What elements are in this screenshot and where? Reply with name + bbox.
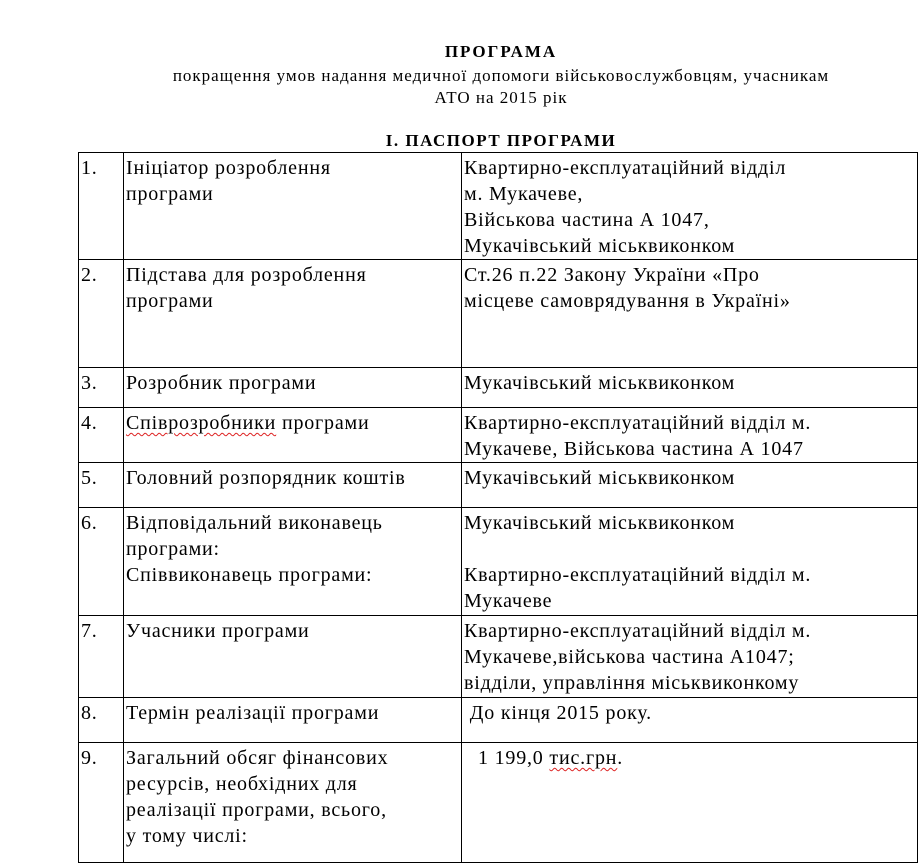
row-number: 9. <box>79 743 124 863</box>
row-label <box>124 260 462 368</box>
label-line: ресурсів, необхідних для <box>126 773 358 795</box>
value-line: Квартирно-експлуатаційний відділ <box>464 157 787 179</box>
row-label <box>124 408 462 463</box>
row-label <box>124 616 462 698</box>
label-line: Головний розпорядник коштів <box>126 467 406 489</box>
label-line <box>126 410 461 436</box>
label-line: Відповідальний виконавець <box>126 512 383 534</box>
row-value <box>462 616 918 698</box>
row-number: 4. <box>79 408 124 463</box>
value-line: Мукачеве, Військова частина А 1047 <box>464 438 804 460</box>
row-value <box>462 153 918 260</box>
row-label <box>124 368 462 408</box>
row-label <box>124 153 462 260</box>
document-subtitle-line-2: АТО на 2015 рік <box>434 88 568 107</box>
value-line <box>464 745 917 771</box>
label-line: Співвиконавець програми: <box>126 564 373 586</box>
program-passport-table <box>78 152 918 863</box>
label-line: Загальний обсяг фінансових <box>126 747 389 769</box>
value-line: Мукачеве <box>464 590 553 612</box>
table-row <box>79 260 918 368</box>
row-value <box>462 743 918 863</box>
value-line: Квартирно-експлуатаційний відділ м. <box>464 564 812 586</box>
table-row <box>79 463 918 508</box>
label-line: Термін реалізації програми <box>126 702 380 724</box>
row-value <box>462 698 918 743</box>
row-number: 1. <box>79 153 124 260</box>
spellcheck-flagged-word: тис.грн <box>549 747 618 769</box>
value-line: Мукачівський міськвиконком <box>464 467 736 489</box>
label-line: Ініціатор розроблення <box>126 157 331 179</box>
document-subtitle-line-1: покращення умов надання медичної допомоги військовослужбовцям, учасникам <box>172 66 830 85</box>
table-row <box>79 743 918 863</box>
section-title: I. ПАСПОРТ ПРОГРАМИ <box>385 131 617 150</box>
row-number: 7. <box>79 616 124 698</box>
label-line: програми: <box>126 538 220 560</box>
value-line: відділи, управління міськвиконкому <box>464 672 800 694</box>
label-line: реалізації програми, всього, <box>126 799 387 821</box>
value-line: Квартирно-експлуатаційний відділ м. <box>464 412 812 434</box>
label-line: програми <box>126 290 214 312</box>
row-label <box>124 698 462 743</box>
label-suffix: програми <box>276 412 370 434</box>
label-line: Розробник програми <box>126 372 317 394</box>
label-line: Підстава для розроблення <box>126 264 367 286</box>
value-line: Військова частина А 1047, <box>464 209 710 231</box>
value-line: Мукачівський міськвиконком <box>464 512 736 534</box>
row-number: 3. <box>79 368 124 408</box>
document-title: ПРОГРАМА <box>444 42 558 61</box>
row-number: 2. <box>79 260 124 368</box>
row-label <box>124 463 462 508</box>
label-line: Учасники програми <box>126 620 310 642</box>
row-number: 6. <box>79 508 124 616</box>
value-line: Мукачівський міськвиконком <box>464 235 736 257</box>
value-line: Мукачеве,військова частина А1047; <box>464 646 795 668</box>
amount-period: . <box>617 747 624 769</box>
row-value <box>462 508 918 616</box>
row-number: 8. <box>79 698 124 743</box>
label-line: у тому числі: <box>126 825 248 847</box>
label-line: програми <box>126 183 214 205</box>
row-number: 5. <box>79 463 124 508</box>
table-row <box>79 368 918 408</box>
row-value <box>462 260 918 368</box>
table-row <box>79 508 918 616</box>
table-row <box>79 153 918 260</box>
value-line: Квартирно-експлуатаційний відділ м. <box>464 620 812 642</box>
value-line: Ст.26 п.22 Закону України «Про <box>464 264 760 286</box>
value-line: м. Мукачеве, <box>464 183 584 205</box>
table-row <box>79 616 918 698</box>
value-line: Мукачівський міськвиконком <box>464 372 736 394</box>
value-line: До кінця 2015 року. <box>464 702 652 724</box>
spacer <box>464 536 917 562</box>
row-label <box>124 743 462 863</box>
table-row <box>79 698 918 743</box>
row-value <box>462 368 918 408</box>
row-value <box>462 463 918 508</box>
value-line: місцеве самоврядування в Україні» <box>464 290 791 312</box>
amount-value: 1 199,0 <box>478 747 544 769</box>
row-value <box>462 408 918 463</box>
spellcheck-flagged-word: Співрозробники <box>126 412 277 434</box>
table-row <box>79 408 918 463</box>
row-label <box>124 508 462 616</box>
